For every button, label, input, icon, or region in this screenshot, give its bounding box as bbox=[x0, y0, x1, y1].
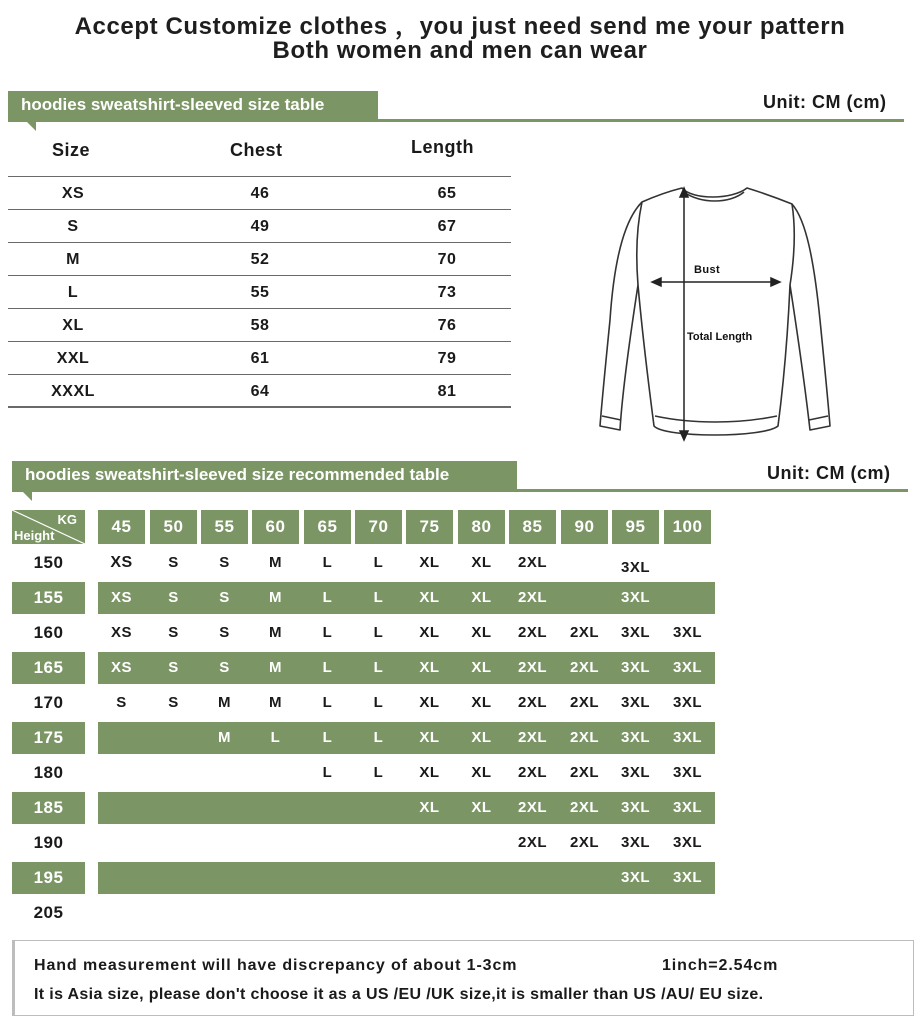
length-cell: 73 bbox=[437, 284, 457, 301]
size-table-bottom-rule bbox=[8, 406, 511, 408]
weight-header-cell: 70 bbox=[355, 510, 402, 544]
chest-cell: 64 bbox=[250, 383, 270, 400]
size-recommend-cell: 2XL bbox=[517, 834, 547, 851]
size-recommend-cell: S bbox=[219, 589, 230, 606]
size-recommend-cell: L bbox=[373, 659, 384, 676]
size-cell: L bbox=[67, 284, 79, 301]
weight-header-cell: 75 bbox=[406, 510, 453, 544]
size-recommend-cell: 3XL bbox=[620, 624, 650, 641]
col-header-size: Size bbox=[52, 140, 91, 160]
size-recommend-cell: 2XL bbox=[517, 729, 547, 746]
size-recommend-cell: XL bbox=[471, 554, 492, 571]
size-recommend-cell: 3XL bbox=[620, 834, 650, 851]
size-table-row bbox=[8, 242, 511, 275]
chest-cell: 55 bbox=[250, 284, 270, 301]
size-recommend-cell: XL bbox=[419, 659, 440, 676]
size-recommend-cell: L bbox=[322, 729, 333, 746]
size-recommend-cell: L bbox=[373, 764, 384, 781]
height-cell: 150 bbox=[33, 553, 64, 572]
weight-header-cell: 60 bbox=[252, 510, 299, 544]
size-recommend-cell: 3XL bbox=[620, 589, 650, 606]
size-table-row bbox=[8, 374, 511, 407]
size-recommend-cell: 2XL bbox=[569, 834, 599, 851]
length-cell: 81 bbox=[437, 383, 457, 400]
weight-header-cell: 95 bbox=[612, 510, 659, 544]
size-recommend-cell: L bbox=[373, 694, 384, 711]
size-recommend-cell: 3XL bbox=[620, 694, 650, 711]
col-header-length: Length bbox=[411, 137, 474, 157]
size-recommend-cell: XL bbox=[419, 729, 440, 746]
size-recommend-cell: M bbox=[269, 554, 282, 571]
height-cell: 185 bbox=[12, 792, 85, 824]
weight-header-cell: 65 bbox=[304, 510, 351, 544]
weight-header-cell: 50 bbox=[150, 510, 197, 544]
size-recommend-cell: 2XL bbox=[517, 694, 547, 711]
size-recommend-cell: XL bbox=[471, 694, 492, 711]
size-recommend-cell: M bbox=[269, 659, 282, 676]
recommend-table-rule bbox=[12, 489, 908, 492]
weight-header-cell: 80 bbox=[458, 510, 505, 544]
height-cell: 175 bbox=[12, 722, 85, 754]
size-recommend-cell: M bbox=[269, 589, 282, 606]
size-recommend-cell: XL bbox=[471, 624, 492, 641]
size-recommend-cell: M bbox=[269, 624, 282, 641]
size-recommend-cell: XL bbox=[419, 589, 440, 606]
size-recommend-cell: 2XL bbox=[569, 729, 599, 746]
size-recommend-cell: 3XL bbox=[672, 659, 702, 676]
size-recommend-cell: S bbox=[168, 659, 179, 676]
size-recommend-cell: 2XL bbox=[517, 799, 547, 816]
size-recommend-cell: XS bbox=[110, 589, 132, 606]
length-cell: 70 bbox=[437, 251, 457, 268]
size-recommend-cell: 2XL bbox=[517, 764, 547, 781]
recommend-table-notch bbox=[22, 491, 32, 501]
size-recommend-cell: S bbox=[116, 694, 127, 711]
size-table-title: hoodies sweatshirt-sleeved size table bbox=[8, 91, 378, 119]
height-cell: 170 bbox=[33, 693, 64, 712]
size-recommend-cell: L bbox=[373, 624, 384, 641]
weight-header-cell: 55 bbox=[201, 510, 248, 544]
height-cell: 165 bbox=[12, 652, 85, 684]
size-recommend-cell: S bbox=[168, 589, 179, 606]
size-recommend-cell: S bbox=[168, 624, 179, 641]
size-recommend-cell: 2XL bbox=[569, 624, 599, 641]
size-recommend-cell: 2XL bbox=[517, 624, 547, 641]
chest-cell: 58 bbox=[250, 317, 270, 334]
footer-note-discrepancy: Hand measurement will have discrepancy of about 1-3cm bbox=[34, 957, 518, 974]
size-cell: XL bbox=[62, 317, 84, 334]
size-recommend-cell: 3XL bbox=[672, 764, 702, 781]
size-table-row bbox=[8, 209, 511, 242]
size-recommend-cell: 2XL bbox=[569, 764, 599, 781]
size-recommend-cell: L bbox=[322, 694, 333, 711]
length-cell: 79 bbox=[437, 350, 457, 367]
size-recommend-cell: XL bbox=[471, 764, 492, 781]
size-recommend-cell: L bbox=[322, 554, 333, 571]
size-table-unit: Unit: CM (cm) bbox=[763, 92, 887, 112]
size-recommend-cell: 3XL bbox=[620, 764, 650, 781]
size-recommend-cell: 2XL bbox=[517, 659, 547, 676]
headline-custom: Accept Customize clothes ，you just need send me your pattern bbox=[74, 13, 846, 40]
size-recommend-cell: L bbox=[373, 554, 384, 571]
chest-cell: 49 bbox=[250, 218, 270, 235]
size-recommend-cell: XS bbox=[110, 554, 133, 571]
weight-header-cell: 100 bbox=[664, 510, 711, 544]
size-recommend-cell: XL bbox=[471, 659, 492, 676]
size-recommend-cell: M bbox=[269, 694, 282, 711]
footer-note-box bbox=[12, 940, 914, 1016]
corner-header bbox=[12, 510, 85, 544]
size-recommend-cell: S bbox=[168, 554, 179, 571]
size-recommend-cell: L bbox=[270, 729, 281, 746]
size-recommend-cell: S bbox=[219, 624, 230, 641]
size-recommend-cell: XL bbox=[419, 624, 440, 641]
size-recommend-cell: 2XL bbox=[569, 659, 599, 676]
size-cell: XXXL bbox=[51, 383, 95, 400]
size-recommend-cell: XL bbox=[419, 799, 440, 816]
size-recommend-cell: M bbox=[218, 694, 231, 711]
corner-height-label: Height bbox=[14, 528, 55, 543]
size-recommend-cell: 3XL bbox=[620, 729, 650, 746]
height-cell: 205 bbox=[33, 903, 64, 922]
chest-cell: 46 bbox=[250, 185, 270, 202]
size-recommend-cell: XL bbox=[419, 554, 440, 571]
length-cell: 67 bbox=[437, 218, 457, 235]
size-recommend-cell: 3XL bbox=[620, 869, 650, 886]
bust-label: Bust bbox=[694, 264, 721, 276]
size-recommend-cell: XL bbox=[471, 799, 492, 816]
height-cell: 180 bbox=[33, 763, 64, 782]
size-recommend-cell: 3XL bbox=[672, 729, 702, 746]
size-recommend-cell: XL bbox=[419, 694, 440, 711]
footer-note-asia-size: It is Asia size, please don't choose it as a US /EU /UK size,it is smaller than US /AU/ EU size. bbox=[34, 986, 764, 1003]
size-recommend-cell: XS bbox=[110, 624, 132, 641]
size-recommend-cell: M bbox=[218, 729, 231, 746]
size-recommend-cell: 2XL bbox=[569, 694, 599, 711]
height-cell: 155 bbox=[12, 582, 85, 614]
size-recommend-cell: L bbox=[373, 589, 384, 606]
size-recommend-cell: L bbox=[373, 729, 384, 746]
size-recommend-cell: S bbox=[219, 659, 230, 676]
corner-kg-label: KG bbox=[57, 512, 77, 527]
size-recommend-cell: 3XL bbox=[672, 834, 702, 851]
size-cell: XXL bbox=[56, 350, 90, 367]
size-recommend-cell: XL bbox=[419, 764, 440, 781]
height-cell: 160 bbox=[33, 623, 64, 642]
height-cell: 195 bbox=[12, 862, 85, 894]
col-header-chest: Chest bbox=[230, 140, 283, 160]
height-cell: 190 bbox=[33, 833, 64, 852]
size-table-rule bbox=[8, 119, 904, 122]
headline-unisex: Both women and men can wear bbox=[272, 37, 648, 64]
footer-note-inch: 1inch=2.54cm bbox=[662, 957, 779, 974]
size-recommend-cell: 2XL bbox=[517, 589, 547, 606]
size-cell: S bbox=[67, 218, 79, 235]
size-recommend-cell: L bbox=[322, 764, 333, 781]
sweatshirt-measure-diagram bbox=[592, 180, 842, 450]
recommend-table-title: hoodies sweatshirt-sleeved size recommended table bbox=[12, 461, 517, 489]
size-recommend-cell: XL bbox=[471, 589, 492, 606]
size-recommend-cell: 3XL bbox=[672, 869, 702, 886]
size-cell: M bbox=[66, 251, 80, 268]
size-recommend-cell: L bbox=[322, 624, 333, 641]
size-table-row bbox=[8, 176, 511, 209]
size-table-notch bbox=[26, 121, 36, 131]
size-table-row bbox=[8, 341, 511, 374]
size-recommend-cell: 3XL bbox=[672, 624, 702, 641]
size-table-row bbox=[8, 308, 511, 341]
recommend-table-unit: Unit: CM (cm) bbox=[767, 463, 891, 483]
size-recommend-cell: 3XL bbox=[620, 799, 650, 816]
size-recommend-cell: 3XL bbox=[620, 559, 650, 576]
weight-header-cell: 85 bbox=[509, 510, 556, 544]
size-recommend-cell: S bbox=[219, 554, 230, 571]
size-recommend-cell: S bbox=[168, 694, 179, 711]
chest-cell: 52 bbox=[250, 251, 270, 268]
size-recommend-cell: XS bbox=[110, 659, 132, 676]
size-recommend-cell: L bbox=[322, 659, 333, 676]
size-table-row bbox=[8, 275, 511, 308]
size-recommend-cell: 3XL bbox=[672, 799, 702, 816]
weight-header-cell: 45 bbox=[98, 510, 145, 544]
size-recommend-cell: 2XL bbox=[569, 799, 599, 816]
total-length-label: Total Length bbox=[687, 331, 753, 343]
weight-header-cell: 90 bbox=[561, 510, 608, 544]
size-recommend-cell: L bbox=[322, 589, 333, 606]
chest-cell: 61 bbox=[250, 350, 270, 367]
length-cell: 65 bbox=[437, 185, 457, 202]
sweatshirt-outline-icon bbox=[592, 180, 842, 450]
size-recommend-cell: 2XL bbox=[517, 554, 547, 571]
size-recommend-cell: 3XL bbox=[620, 659, 650, 676]
size-recommend-cell: XL bbox=[471, 729, 492, 746]
size-cell: XS bbox=[61, 185, 85, 202]
size-recommend-cell: 3XL bbox=[672, 694, 702, 711]
length-cell: 76 bbox=[437, 317, 457, 334]
